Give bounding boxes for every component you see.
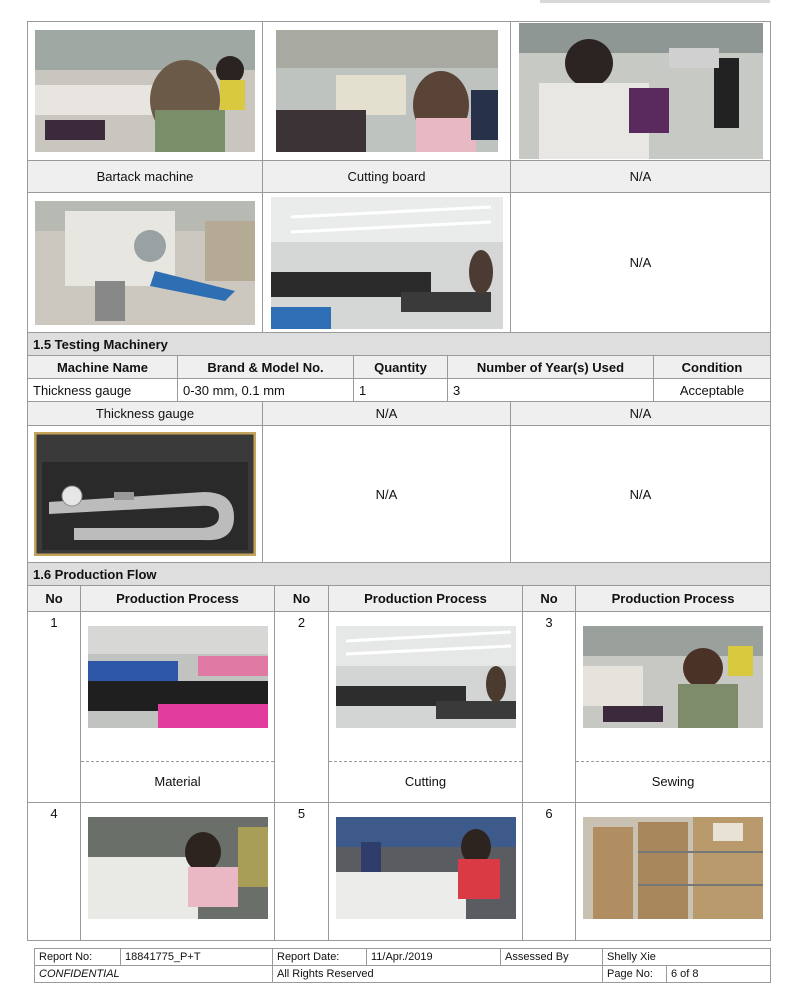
section-title: 1.6 Production Flow bbox=[28, 563, 771, 586]
col-header: No bbox=[523, 586, 576, 612]
report-page bbox=[27, 21, 770, 941]
step-cell bbox=[81, 803, 275, 941]
na-cell: N/A bbox=[511, 426, 771, 563]
condition: Acceptable bbox=[654, 379, 771, 402]
footer-table bbox=[34, 948, 771, 983]
bartack-machine-photo bbox=[35, 30, 255, 152]
col-header: Production Process bbox=[329, 586, 523, 612]
assessed-by: Shelly Xie bbox=[603, 949, 771, 966]
page-no: 6 of 8 bbox=[667, 966, 771, 983]
col-header: No bbox=[275, 586, 329, 612]
col-header: Production Process bbox=[576, 586, 771, 612]
na-cell: N/A bbox=[263, 426, 511, 563]
step-cell bbox=[329, 612, 523, 803]
na-cell: N/A bbox=[511, 193, 771, 333]
cutting-room-photo bbox=[271, 197, 503, 329]
step-cell bbox=[576, 612, 771, 803]
photo-cell bbox=[28, 193, 263, 333]
step-label: Sewing bbox=[651, 774, 695, 789]
step-no: 2 bbox=[275, 612, 329, 803]
bartack-machine-closeup-photo bbox=[35, 201, 255, 325]
brand-model: 0-30 mm, 0.1 mm bbox=[178, 379, 354, 402]
report-no-label: Report No: bbox=[35, 949, 121, 966]
col-header: Production Process bbox=[81, 586, 275, 612]
col-header: No bbox=[28, 586, 81, 612]
confidential-note: CONFIDENTIAL bbox=[35, 966, 273, 983]
step-no: 5 bbox=[275, 803, 329, 941]
step-no: 3 bbox=[523, 612, 576, 803]
report-date-label: Report Date: bbox=[273, 949, 367, 966]
photo-label: N/A bbox=[263, 402, 511, 426]
step-no: 6 bbox=[523, 803, 576, 941]
step-cell bbox=[329, 803, 523, 941]
years-used: 3 bbox=[448, 379, 654, 402]
warehouse-photo bbox=[583, 817, 763, 919]
thickness-gauge-photo bbox=[34, 432, 256, 556]
cutting-photo bbox=[336, 626, 516, 728]
packing-photo bbox=[336, 817, 516, 919]
sewing-photo bbox=[583, 626, 763, 728]
step-label: Material bbox=[154, 774, 201, 789]
step-cell bbox=[81, 612, 275, 803]
report-date: 11/Apr./2019 bbox=[367, 949, 501, 966]
rights-note: All Rights Reserved bbox=[273, 966, 603, 983]
step-no: 1 bbox=[28, 612, 81, 803]
report-footer bbox=[34, 948, 770, 983]
photo-cell bbox=[263, 193, 511, 333]
sewing-worker-photo bbox=[519, 23, 763, 159]
assessed-by-label: Assessed By bbox=[501, 949, 603, 966]
quantity: 1 bbox=[354, 379, 448, 402]
photo-cell bbox=[511, 22, 771, 161]
col-header: Condition bbox=[654, 356, 771, 379]
table-row bbox=[28, 379, 771, 402]
col-header: Brand & Model No. bbox=[178, 356, 354, 379]
photo-cell bbox=[28, 22, 263, 161]
table-row bbox=[28, 803, 771, 941]
step-cell bbox=[576, 803, 771, 941]
photo-cell bbox=[28, 426, 263, 563]
cutting-board-photo bbox=[276, 30, 498, 152]
photo-label: Thickness gauge bbox=[28, 402, 263, 426]
photo-label: Cutting board bbox=[263, 161, 511, 193]
step-no: 4 bbox=[28, 803, 81, 941]
report-no: 18841775_P+T bbox=[121, 949, 273, 966]
col-header: Quantity bbox=[354, 356, 448, 379]
photo-label: Bartack machine bbox=[28, 161, 263, 193]
photo-cell bbox=[263, 22, 511, 161]
photo-label: N/A bbox=[511, 161, 771, 193]
production-flow-table bbox=[27, 562, 771, 941]
top-edge-bar bbox=[540, 0, 770, 3]
col-header: Machine Name bbox=[28, 356, 178, 379]
page-no-label: Page No: bbox=[603, 966, 667, 983]
material-photo bbox=[88, 626, 268, 728]
section-title: 1.5 Testing Machinery bbox=[28, 333, 771, 356]
testing-machinery-table bbox=[27, 332, 771, 402]
table-row bbox=[28, 612, 771, 803]
equipment-photo-table bbox=[27, 21, 771, 333]
testing-photo-table bbox=[27, 401, 771, 563]
machine-name: Thickness gauge bbox=[28, 379, 178, 402]
photo-label: N/A bbox=[511, 402, 771, 426]
col-header: Number of Year(s) Used bbox=[448, 356, 654, 379]
step-label: Cutting bbox=[404, 774, 447, 789]
inspection-photo bbox=[88, 817, 268, 919]
